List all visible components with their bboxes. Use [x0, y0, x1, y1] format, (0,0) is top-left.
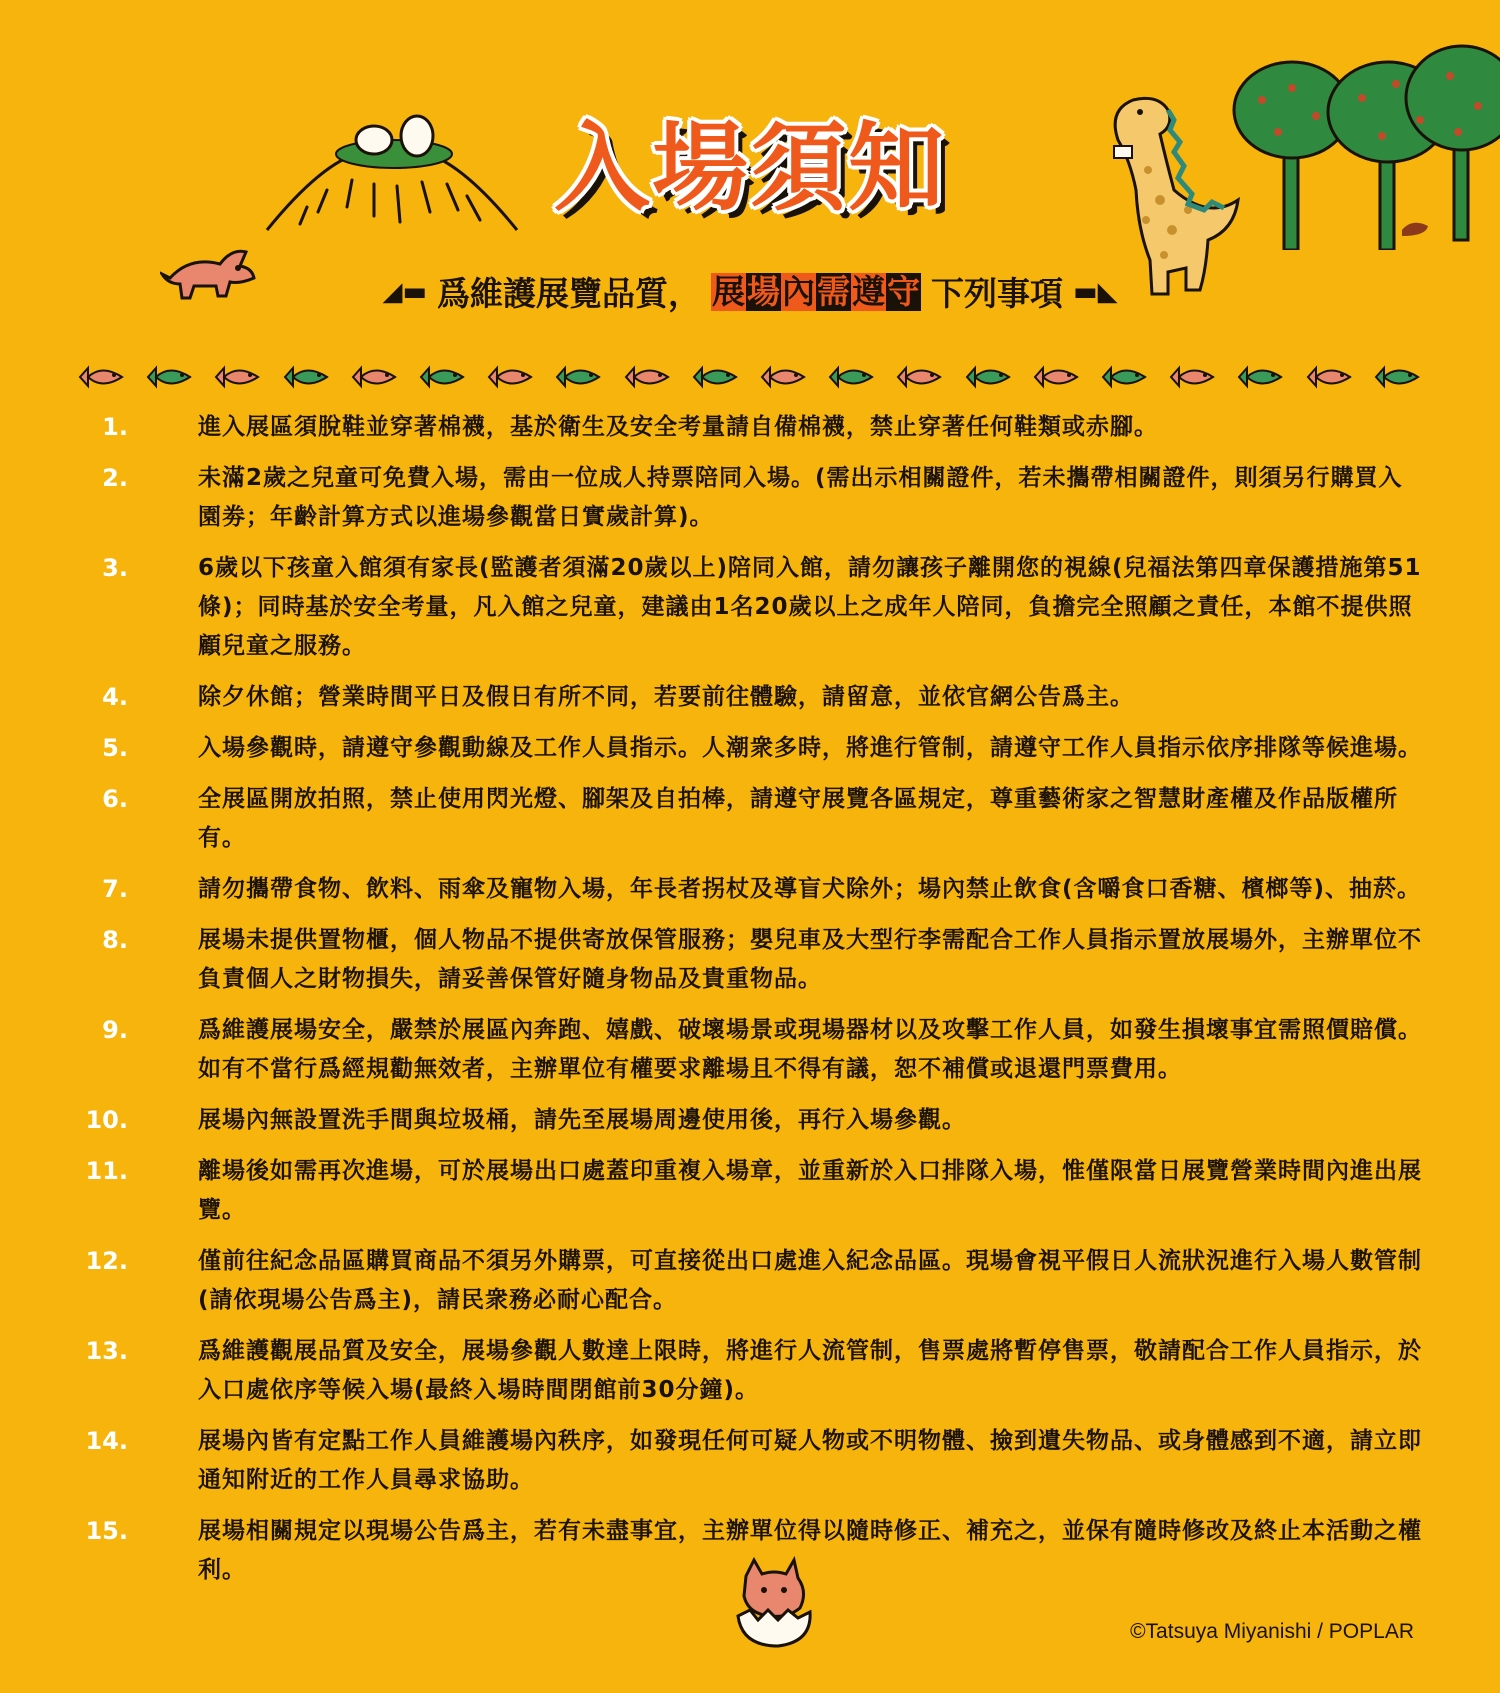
rule-number: 10. — [85, 1106, 128, 1134]
rule-number: 1. — [102, 413, 128, 441]
rule-text: 僅前往紀念品區購買商品不須另外購票，可直接從出口處進入紀念品區。現場會視平假日人流狀況進行入場人數管制(請依現場公告爲主)，請民衆務必耐心配合。 — [198, 1248, 1422, 1313]
fish-icon — [214, 364, 262, 390]
fish-icon — [419, 364, 467, 390]
highlight-char: 守 — [887, 271, 920, 311]
fish-icon — [624, 364, 672, 390]
fish-icon — [487, 364, 535, 390]
trees-illustration — [1232, 40, 1500, 250]
fish-icon — [1306, 364, 1354, 390]
rule-text: 爲維護展場安全，嚴禁於展區內奔跑、嬉戲、破壞場景或現場器材以及攻擊工作人員，如發生損壞事宜需照價賠償。如有不當行爲經規勸無效者，主辦單位有權要求離場且不得有議，恕不補償或退還門票費用。 — [198, 1017, 1422, 1082]
rule-number: 14. — [85, 1427, 128, 1455]
rule-item — [70, 870, 1432, 909]
fish-icon — [1101, 364, 1149, 390]
fish-icon — [896, 364, 944, 390]
rule-item — [70, 549, 1432, 666]
rule-item — [70, 1242, 1432, 1320]
fish-icon — [146, 364, 194, 390]
highlight-char: 展 — [712, 271, 745, 311]
subtitle — [380, 268, 1120, 315]
rule-text: 展場內無設置洗手間與垃圾桶，請先至展場周邊使用後，再行入場參觀。 — [198, 1107, 966, 1133]
rule-text: 未滿2歲之兒童可免費入場，需由一位成人持票陪同入場。(需出示相關證件，若未攜帶相關證件，則須另行購買入園劵；年齡計算方式以進場參觀當日實歲計算)。 — [198, 465, 1403, 530]
fish-icon — [1033, 364, 1081, 390]
rule-text: 全展區開放拍照，禁止使用閃光燈、腳架及自拍棒，請遵守展覽各區規定，尊重藝術家之智慧財產權及作品版權所有。 — [198, 786, 1398, 851]
rule-number: 2. — [102, 464, 128, 492]
rule-item — [70, 1422, 1432, 1500]
triceratops-icon — [160, 238, 260, 304]
rule-number: 3. — [102, 554, 128, 582]
rule-number: 9. — [102, 1016, 128, 1044]
fish-icon — [828, 364, 876, 390]
rule-text: 展場未提供置物櫃，個人物品不提供寄放保管服務；嬰兒車及大型行李需配合工作人員指示置放展場外，主辦單位不負責個人之財物損失，請妥善保管好隨身物品及貴重物品。 — [198, 927, 1422, 992]
volcano-nest-illustration — [262, 112, 522, 242]
fish-icon — [1237, 364, 1285, 390]
highlight-char: 場 — [747, 271, 780, 311]
rule-number: 12. — [85, 1247, 128, 1275]
rule-number: 4. — [102, 683, 128, 711]
rule-text: 6歲以下孩童入館須有家長(監護者須滿20歲以上)陪同入館，請勿讓孩子離開您的視線(兒福法第四章保護措施第51條)；同時基於安全考量，凡入館之兒童，建議由1名20歲以上之成年人陪同，負擔完全照顧之責任，本館不提供照顧兒童之服務。 — [198, 555, 1422, 659]
rule-number: 11. — [85, 1157, 128, 1185]
fish-icon — [1374, 364, 1422, 390]
rule-item — [70, 1101, 1432, 1140]
rule-text: 請勿攜帶食物、飲料、雨傘及寵物入場，年長者拐杖及導盲犬除外；場內禁止飲食(含嚼食口香糖、檳榔等)、抽菸。 — [198, 876, 1422, 902]
highlight-char: 遵 — [852, 271, 885, 311]
rule-text: 入場參觀時，請遵守參觀動線及工作人員指示。人潮衆多時，將進行管制，請遵守工作人員指示依序排隊等候進場。 — [198, 735, 1422, 761]
fish-icon — [283, 364, 331, 390]
rule-number: 8. — [102, 926, 128, 954]
rule-item — [70, 408, 1432, 447]
fish-icon — [351, 364, 399, 390]
subtitle-suffix: 下列事項 — [931, 274, 1063, 313]
rule-number: 7. — [102, 875, 128, 903]
page-title: 入場須知 — [554, 112, 946, 224]
hatching-dinosaur-icon — [728, 1556, 820, 1652]
arrow-left-icon: ◢▬ — [382, 276, 427, 307]
rule-text: 進入展區須脫鞋並穿著棉襪，基於衛生及安全考量請自備棉襪，禁止穿著任何鞋類或赤腳。 — [198, 414, 1158, 440]
highlight-char: 需 — [817, 271, 850, 311]
rule-number: 15. — [85, 1517, 128, 1545]
rule-item — [70, 921, 1432, 999]
fish-divider — [78, 362, 1422, 392]
rule-item — [70, 1011, 1432, 1089]
fish-icon — [760, 364, 808, 390]
rule-text: 爲維護觀展品質及安全，展場參觀人數達上限時，將進行人流管制，售票處將暫停售票，敬請配合工作人員指示，於入口處依序等候入場(最終入場時間閉館前30分鐘)。 — [198, 1338, 1422, 1403]
rule-item — [70, 729, 1432, 768]
fish-icon — [692, 364, 740, 390]
fish-icon — [1169, 364, 1217, 390]
arrow-right-icon: ▬◣ — [1073, 276, 1118, 307]
rule-text: 除夕休館；營業時間平日及假日有所不同，若要前往體驗，請留意，並依官網公告爲主。 — [198, 684, 1134, 710]
rules-list — [70, 408, 1432, 1602]
rule-item — [70, 678, 1432, 717]
copyright-credit: ©Tatsuya Miyanishi / POPLAR — [1130, 1620, 1414, 1643]
rule-text: 展場內皆有定點工作人員維護場內秩序，如發現任何可疑人物或不明物體、撿到遺失物品、或身體感到不適，請立即通知附近的工作人員尋求協助。 — [198, 1428, 1422, 1493]
rule-item — [70, 1332, 1432, 1410]
fish-icon — [78, 364, 126, 390]
highlight-char: 內 — [782, 271, 815, 311]
fish-icon — [555, 364, 603, 390]
fish-icon — [965, 364, 1013, 390]
rule-number: 6. — [102, 785, 128, 813]
rule-number: 13. — [85, 1337, 128, 1365]
rule-item — [70, 780, 1432, 858]
rule-number: 5. — [102, 734, 128, 762]
rule-text: 離場後如需再次進場，可於展場出口處蓋印重複入場章，並重新於入口排隊入場，惟僅限當日展覽營業時間內進出展覽。 — [198, 1158, 1422, 1223]
subtitle-highlight — [711, 273, 921, 311]
rule-item — [70, 1152, 1432, 1230]
subtitle-prefix: 爲維護展覽品質， — [437, 274, 701, 313]
rule-text: 展場相關規定以現場公告爲主，若有未盡事宜，主辦單位得以隨時修正、補充之，並保有隨時修改及終止本活動之權利。 — [198, 1518, 1422, 1583]
rule-item — [70, 459, 1432, 537]
